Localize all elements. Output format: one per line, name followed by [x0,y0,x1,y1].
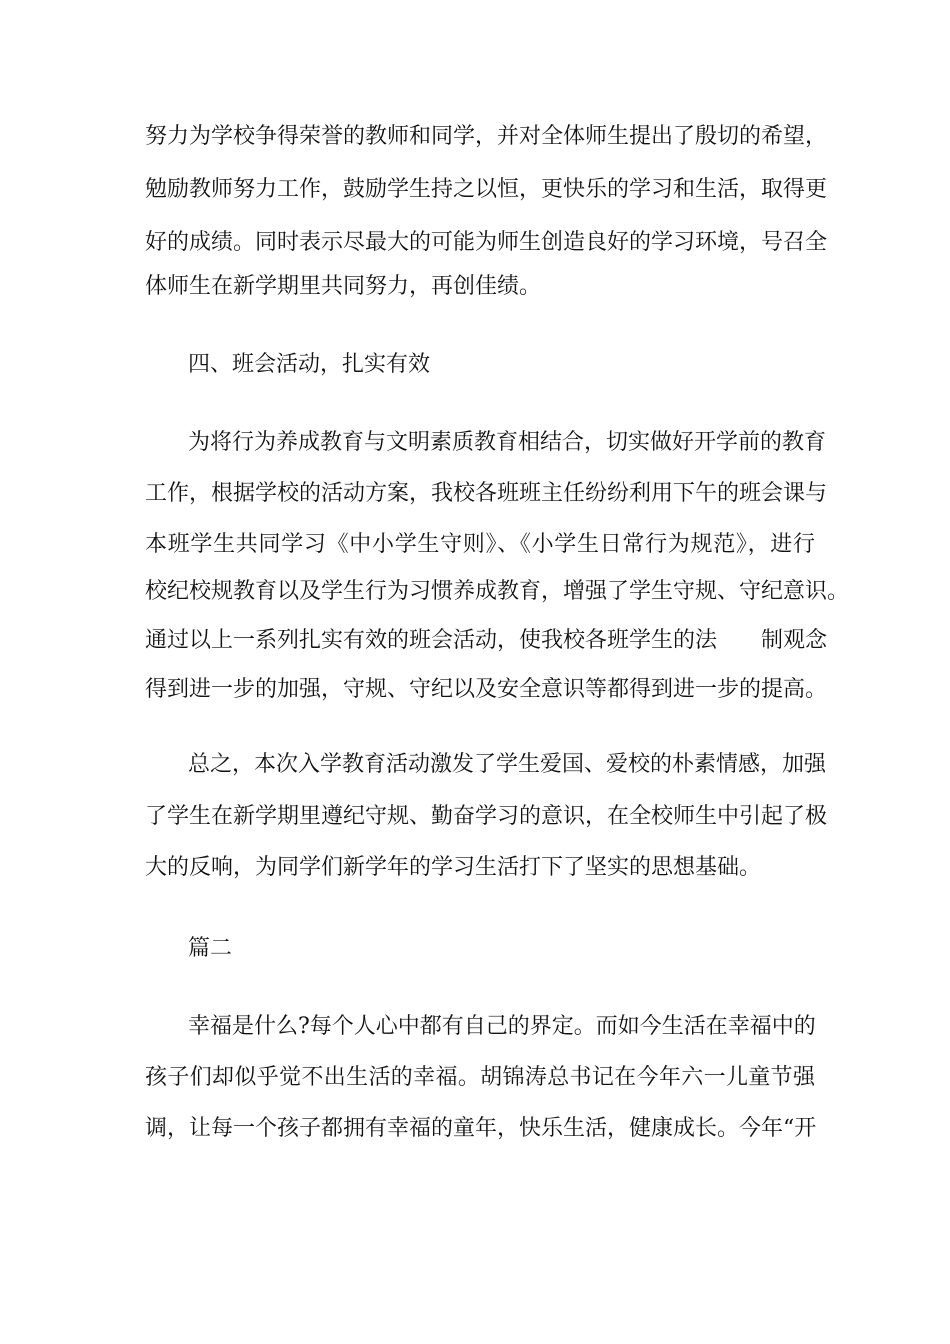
paragraph-4-line-2: 孩子们却似乎觉不出生活的幸福。胡锦涛总书记在今年六一儿童节强 [145,1065,815,1090]
paragraph-1-line-1: 努力为学校争得荣誉的教师和同学，并对全体师生提出了殷切的希望， [145,124,828,149]
paragraph-2-line-3: 本班学生共同学习《中小学生守则》、《小学生日常行为规范》，进行 [145,532,815,557]
paragraph-2-line-5: 通过以上一系列扎实有效的班会活动，使我校各班学生的法 制观念 [145,628,828,653]
paragraph-3-line-1: 总之，本次入学教育活动激发了学生爱国、爱校的朴素情感，加强 [188,752,827,777]
paragraph-3-line-3: 大的反响，为同学们新学年的学习生活打下了坚实的思想基础。 [145,855,762,880]
section-heading-pian-er: 篇二 [188,936,233,961]
paragraph-2-line-4: 校纪校规教育以及学生行为习惯养成教育，增强了学生守规、守纪意识。 [145,579,850,604]
paragraph-1-line-2: 勉励教师努力工作，鼓励学生持之以恒，更快乐的学习和生活，取得更 [145,177,828,202]
paragraph-2-line-6: 得到进一步的加强，守规、守纪以及安全意识等都得到进一步的提高。 [145,677,828,702]
paragraph-2-line-1: 为将行为养成教育与文明素质教育相结合，切实做好开学前的教育 [188,430,827,455]
paragraph-3-line-2: 了学生在新学期里遵纪守规、勤奋学习的意识，在全校师生中引起了极 [145,804,828,829]
paragraph-4-line-1: 幸福是什么?每个人心中都有自己的界定。而如今生活在幸福中的 [188,1014,816,1039]
paragraph-1-line-3: 好的成绩。同时表示尽最大的可能为师生创造良好的学习环境，号召全 [145,230,828,255]
paragraph-1-line-4: 体师生在新学期里共同努力，再创佳绩。 [145,274,542,299]
paragraph-2-line-2: 工作，根据学校的活动方案，我校各班班主任纷纷利用下午的班会课与 [145,481,828,506]
section-heading-4: 四、班会活动，扎实有效 [188,352,431,377]
paragraph-4-line-3: 调，让每一个孩子都拥有幸福的童年，快乐生活，健康成长。今年“开 [145,1116,817,1141]
